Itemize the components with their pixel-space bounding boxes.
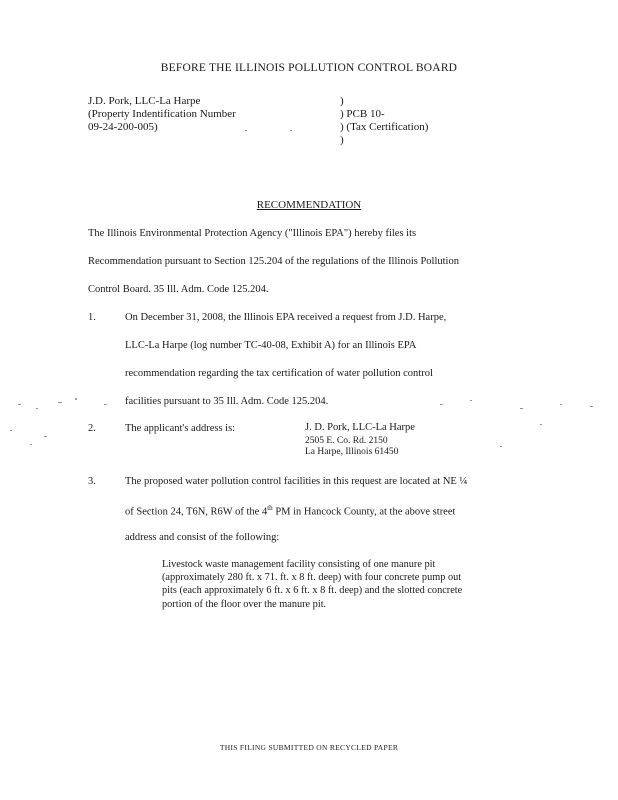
recommendation-title: RECOMMENDATION — [256, 199, 362, 211]
address-line: La Harpe, Illinois 61450 — [305, 447, 399, 457]
intro-line: Recommendation pursuant to Section 125.204 of the regulations of the Illinois Pollution — [88, 256, 459, 267]
caption-bracket-line: ) — [340, 134, 344, 146]
document-heading: BEFORE THE ILLINOIS POLLUTION CONTROL BOARD — [160, 62, 458, 74]
block-line: (approximately 280 ft. x 71. ft. x 8 ft. deep) with four concrete pump out — [162, 572, 462, 584]
item-1-line: facilities pursuant to 35 Ill. Adm. Code 125.204. — [125, 396, 329, 407]
caption-bracket-line: ) (Tax Certification) — [340, 121, 429, 133]
item-3-line: The proposed water pollution control facilities in this request are located at NE ¼ — [125, 476, 468, 487]
facility-description-block — [162, 558, 542, 611]
item-3-line-tail: PM in Hancock County, at the above street — [272, 506, 456, 518]
caption-line: 09-24-200-005) — [88, 121, 158, 133]
caption-bracket-line: ) PCB 10- — [340, 108, 385, 120]
case-caption-number — [340, 95, 428, 147]
block-line: Livestock waste management facility consisting of one manure pit — [162, 559, 436, 570]
item-1-line: recommendation regarding the tax certification of water pollution control — [125, 368, 433, 379]
block-line: portion of the floor over the manure pit. — [162, 598, 327, 610]
item-1-line: LLC-La Harpe (log number TC-40-08, Exhibit A) for an Illinois EPA — [125, 340, 417, 351]
recycled-paper-footer: THIS FILING SUBMITTED ON RECYCLED PAPER — [219, 743, 399, 752]
address-line: J. D. Pork, LLC-La Harpe — [305, 422, 415, 433]
intro-line: The Illinois Environmental Protection Agency ("Illinois EPA") hereby files its — [88, 228, 417, 239]
case-caption-parties — [88, 95, 236, 134]
caption-line: J.D. Pork, LLC-La Harpe — [88, 95, 201, 107]
block-line: pits (each approximately 6 ft. x 6 ft. x 8 ft. deep) and the slotted concrete — [162, 585, 463, 597]
item-1-line: On December 31, 2008, the Illinois EPA received a request from J.D. Harpe, — [125, 312, 447, 323]
caption-line: (Property Indentification Number — [88, 108, 236, 120]
applicant-address — [305, 422, 415, 458]
item-3-line: address and consist of the following: — [125, 532, 280, 543]
item-3-line-head: of Section 24, T6N, R6W of the 4 — [125, 506, 268, 518]
item-1-number: 1. — [88, 312, 96, 323]
caption-bracket-line: ) — [340, 95, 344, 107]
item-2-label: The applicant's address is: — [125, 423, 236, 434]
item-3-line — [125, 504, 455, 519]
intro-line: Control Board. 35 Ill. Adm. Code 125.204. — [88, 284, 269, 295]
address-line: 2505 E. Co. Rd. 2150 — [305, 436, 388, 446]
superscript-th: th — [267, 504, 273, 512]
item-3-number: 3. — [88, 476, 96, 487]
item-2-number: 2. — [88, 423, 96, 434]
